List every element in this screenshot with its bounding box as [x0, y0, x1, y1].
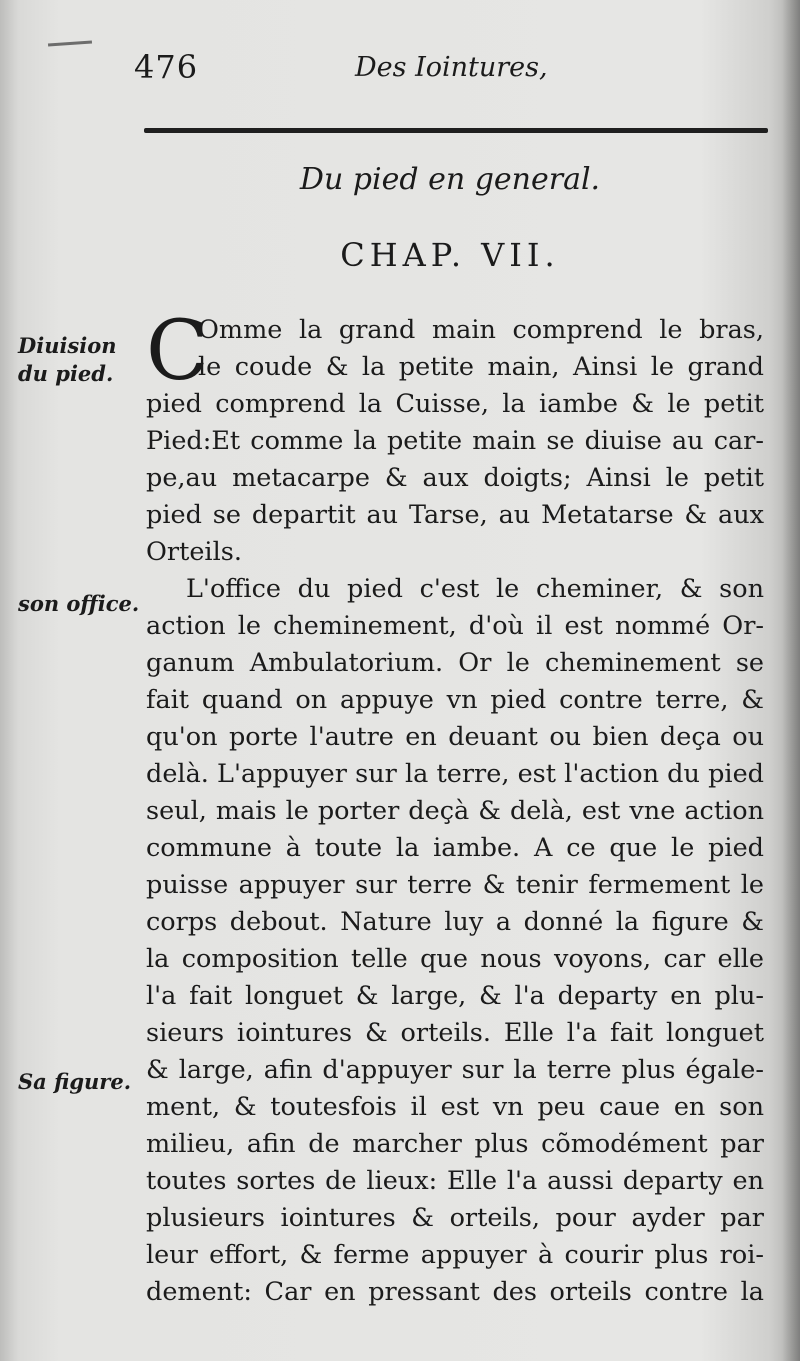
- text-line: corps debout. Nature luy a donné la figure &: [146, 907, 764, 937]
- text-line: le coude & la petite main, Ainsi le grand: [198, 352, 764, 382]
- margin-note-office: son office.: [18, 591, 140, 616]
- text-line: Omme la grand main comprend le bras,: [198, 315, 764, 345]
- text-line: ment, & toutesfois il est vn peu caue en son: [146, 1092, 764, 1122]
- text-line: fait quand on appuye vn pied contre terre, &: [146, 685, 764, 715]
- text-line: toutes sortes de lieux: Elle l'a aussi departy en: [146, 1166, 764, 1196]
- margin-note-figure: Sa figure.: [18, 1069, 132, 1094]
- body-text: [146, 304, 764, 1311]
- text-line: plusieurs iointures & orteils, pour ayder par: [146, 1203, 764, 1233]
- gutter-shadow: [782, 0, 800, 1361]
- text-line: & large, afin d'appuyer sur la terre plus égale-: [146, 1055, 764, 1085]
- text-line: delà. L'appuyer sur la terre, est l'action du pied: [146, 759, 764, 789]
- text-line: pied se departit au Tarse, au Metatarse & aux: [146, 500, 764, 530]
- ink-mark: [48, 40, 92, 46]
- text-line: sieurs iointures & orteils. Elle l'a fait longuet: [146, 1018, 764, 1048]
- text-line: dement: Car en pressant des orteils contre la: [146, 1277, 764, 1307]
- text-line: Pied:Et comme la petite main se diuise au car-: [146, 426, 764, 456]
- paragraph-1-opening: [146, 312, 764, 386]
- margin-note-line: du pied.: [18, 361, 114, 386]
- running-head: Des Iointures,: [355, 52, 548, 83]
- page-number: 476: [134, 48, 199, 86]
- text-line: milieu, afin de marcher plus cõmodément par: [146, 1129, 764, 1159]
- text-line: l'a fait longuet & large, & l'a departy en plu-: [146, 981, 764, 1011]
- text-line: leur effort, & ferme appuyer à courir plus roi-: [146, 1240, 764, 1270]
- text-line: pe,au metacarpe & aux doigts; Ainsi le petit: [146, 463, 764, 493]
- text-line: Orteils.: [146, 537, 242, 567]
- header-rule: [144, 128, 768, 133]
- text-line: L'office du pied c'est le cheminer, & son: [186, 574, 764, 604]
- text-line: seul, mais le porter deçà & delà, est vne action: [146, 796, 764, 826]
- paragraph-1: [146, 386, 764, 571]
- text-line: commune à toute la iambe. A ce que le pied: [146, 833, 764, 863]
- margin-note-division: [18, 332, 140, 388]
- drop-cap: C: [146, 304, 209, 399]
- margin-note-line: Diuision: [18, 333, 117, 358]
- text-line: la composition telle que nous voyons, car elle: [146, 944, 764, 974]
- section-title: Du pied en general.: [299, 162, 601, 197]
- paragraph-2: [146, 571, 764, 1311]
- text-line: ganum Ambulatorium. Or le cheminement se: [146, 648, 764, 678]
- text-line: pied comprend la Cuisse, la iambe & le petit: [146, 389, 764, 419]
- text-line: qu'on porte l'autre en deuant ou bien deça ou: [146, 722, 764, 752]
- text-line: puisse appuyer sur terre & tenir fermement le: [146, 870, 764, 900]
- chapter-heading: CHAP. VII.: [340, 236, 560, 274]
- text-line: action le cheminement, d'où il est nommé Or-: [146, 611, 764, 641]
